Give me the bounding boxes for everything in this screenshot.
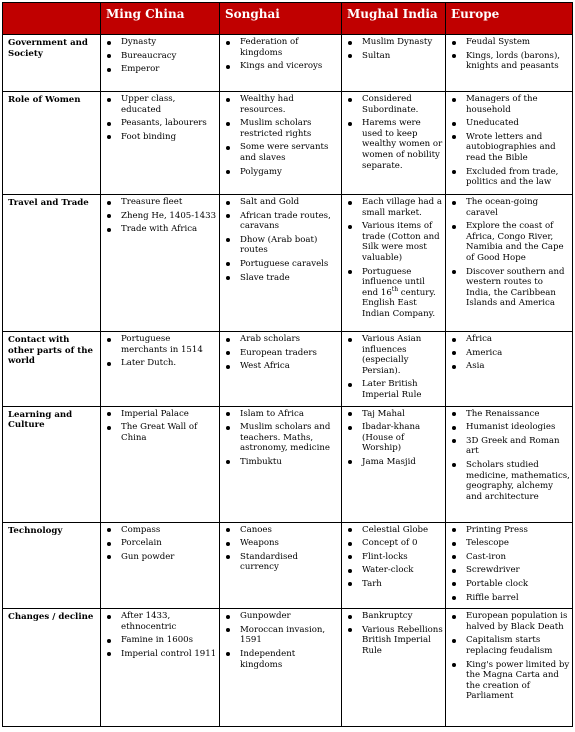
list-item: Various Rebellions British Imperial Rule [362,624,443,656]
list-item: Peasants, labourers [121,118,217,129]
table-cell [220,609,342,727]
table-cell [342,92,446,195]
bullet-list [342,94,443,171]
header-songhai: Songhai [220,3,342,35]
list-item: Muslim scholars restricted rights [240,118,339,139]
bullet-list [220,94,339,177]
list-item: King's power limited by the Magna Carta and the creation of Parliament [466,659,570,702]
list-item: Capitalism starts replacing feudalism [466,635,570,656]
bullet-list [446,611,570,702]
row-label: Government and Society [3,35,101,92]
list-item: Ibadar-khana (House of Worship) [362,422,443,454]
list-item: Portuguese caravels [240,259,339,270]
list-item: Upper class, educated [121,94,217,115]
bullet-list [220,611,339,670]
list-item: Famine in 1600s [121,635,217,646]
list-item: Harems were used to keep wealthy women or women of nobility separate. [362,118,443,171]
list-item: Portuguese merchants in 1514 [121,334,217,355]
list-item: Riffle barrel [466,593,570,604]
list-item: Imperial control 1911 [121,648,217,659]
list-item: Various items of trade (Cotton and Silk were most valuable) [362,221,443,263]
list-item: Flint-locks [362,552,443,563]
list-item: Feudal System [466,37,570,48]
list-item: Managers of the household [466,94,570,115]
bullet-list [342,37,443,61]
list-item: Salt and Gold [240,197,339,208]
list-item: Trade with Africa [121,224,217,235]
list-item: Portable clock [466,579,570,590]
list-item: Explore the coast of Africa, Congo River, Namibia and the Cape of Good Hope [466,221,570,263]
row-label: Role of Women [3,92,101,195]
table-cell [220,195,342,332]
table-cell [446,609,573,727]
list-item: Discover southern and western routes to India, the Caribbean Islands and America [466,267,570,309]
list-item: Moroccan invasion, 1591 [240,625,339,646]
list-item: Portuguese influence until end 16th century. English East Indian Company. [362,267,443,320]
bullet-list [101,409,217,444]
table-cell [446,195,573,332]
list-item: Federation of kingdoms [240,37,339,58]
table-cell [220,522,342,609]
list-item: Arab scholars [240,334,339,345]
table-cell [220,92,342,195]
list-item: Humanist ideologies [466,422,570,433]
row-label: Technology [3,522,101,609]
list-item: Slave trade [240,273,339,284]
list-item: Cast-iron [466,552,570,563]
bullet-list [446,197,570,309]
list-item: Foot binding [121,132,217,143]
bullet-list [342,334,443,401]
list-item: Canoes [240,525,339,536]
table-cell [220,35,342,92]
bullet-list [220,409,339,468]
header-row [3,3,573,35]
table-row [3,332,573,407]
bullet-list [220,334,339,372]
bullet-list [446,409,570,503]
list-item: Timbuktu [240,457,339,468]
table-cell [342,609,446,727]
list-item: Islam to Africa [240,409,339,420]
row-label: Learning and Culture [3,406,101,522]
table-row [3,92,573,195]
table-row [3,609,573,727]
table-cell [342,522,446,609]
header-ming-china: Ming China [101,3,220,35]
table-cell [101,35,220,92]
table-row [3,195,573,332]
list-item: The ocean-going caravel [466,197,570,218]
list-item: Kings and viceroys [240,61,339,72]
list-item: Treasure fleet [121,197,217,208]
list-item: West Africa [240,361,339,372]
bullet-list [342,611,443,656]
list-item: Weapons [240,538,339,549]
list-item: Excluded from trade, politics and the law [466,167,570,188]
bullet-list [101,197,217,235]
bullet-list [220,37,339,72]
comparison-document [2,2,572,727]
table-row [3,406,573,522]
list-item: Concept of 0 [362,538,443,549]
list-item: The Great Wall of China [121,422,217,443]
list-item: Standardised currency [240,552,339,573]
list-item: Porcelain [121,538,217,549]
table-cell [342,406,446,522]
list-item: Tarh [362,579,443,590]
list-item: Screwdriver [466,565,570,576]
list-item: Gun powder [121,552,217,563]
list-item: Celestial Globe [362,525,443,536]
list-item: Wealthy had resources. [240,94,339,115]
table-cell [342,332,446,407]
list-item: The Renaissance [466,409,570,420]
table-cell [446,406,573,522]
list-item: Kings, lords (barons), knights and peasants [466,51,570,72]
list-item: Bureaucracy [121,51,217,62]
list-item: Printing Press [466,525,570,536]
list-item: After 1433, ethnocentric [121,611,217,632]
table-row [3,522,573,609]
bullet-list [101,525,217,563]
civilizations-comparison-table [2,2,573,727]
bullet-list [220,525,339,573]
list-item: Dynasty [121,37,217,48]
list-item: Taj Mahal [362,409,443,420]
bullet-list [446,334,570,372]
list-item: Asia [466,361,570,372]
table-cell [101,406,220,522]
bullet-list [342,197,443,320]
list-item: Sultan [362,51,443,62]
list-item: Water-clock [362,565,443,576]
table-cell [446,92,573,195]
table-cell [101,609,220,727]
list-item: Later British Imperial Rule [362,379,443,400]
bullet-list [342,409,443,468]
bullet-list [446,94,570,188]
list-item: Bankruptcy [362,611,443,622]
header-europe: Europe [446,3,573,35]
list-item: Some were servants and slaves [240,142,339,163]
table-cell [101,195,220,332]
list-item: Muslim Dynasty [362,37,443,48]
list-item: Africa [466,334,570,345]
table-cell [220,332,342,407]
bullet-list [101,611,217,659]
list-item: Various Asian influences (especially Persian). [362,334,443,376]
list-item: Uneducated [466,118,570,129]
list-item: Later Dutch. [121,358,217,369]
row-label: Changes / decline [3,609,101,727]
bullet-list [220,197,339,283]
list-item: Wrote letters and autobiographies and read the Bible [466,132,570,164]
header-corner-cell [3,3,101,35]
bullet-list [101,334,217,369]
ordinal-suffix: th [391,285,399,293]
table-cell [446,522,573,609]
list-item: Compass [121,525,217,536]
list-item: Emperor [121,64,217,75]
table-body [3,35,573,727]
list-item: Imperial Palace [121,409,217,420]
list-item: Muslim scholars and teachers. Maths, astronomy, medicine [240,422,339,454]
list-item: Each village had a small market. [362,197,443,218]
bullet-list [446,37,570,72]
list-item: 3D Greek and Roman art [466,436,570,457]
list-item: European traders [240,348,339,359]
table-cell [446,332,573,407]
table-row [3,35,573,92]
row-label: Travel and Trade [3,195,101,332]
list-item: Independent kingdoms [240,649,339,670]
list-item: Telescope [466,538,570,549]
list-item: Polygamy [240,167,339,178]
row-label: Contact with other parts of the world [3,332,101,407]
list-item: European population is halved by Black Death [466,611,570,632]
table-cell [446,35,573,92]
list-item: African trade routes, caravans [240,211,339,232]
list-item: Dhow (Arab boat) routes [240,235,339,256]
bullet-list [342,525,443,590]
list-item: Zheng He, 1405-1433 [121,210,217,221]
bullet-list [101,37,217,75]
table-cell [101,332,220,407]
list-item: America [466,348,570,359]
table-cell [101,92,220,195]
bullet-list [101,94,217,142]
list-item: Jama Masjid [362,457,443,468]
list-item: Scholars studied medicine, mathematics, geography, alchemy and architecture [466,459,570,502]
list-item: Gunpowder [240,611,339,622]
table-cell [220,406,342,522]
table-cell [342,195,446,332]
table-cell [101,522,220,609]
header-mughal-india: Mughal India [342,3,446,35]
list-item: Considered Subordinate. [362,94,443,115]
table-cell [342,35,446,92]
bullet-list [446,525,570,604]
